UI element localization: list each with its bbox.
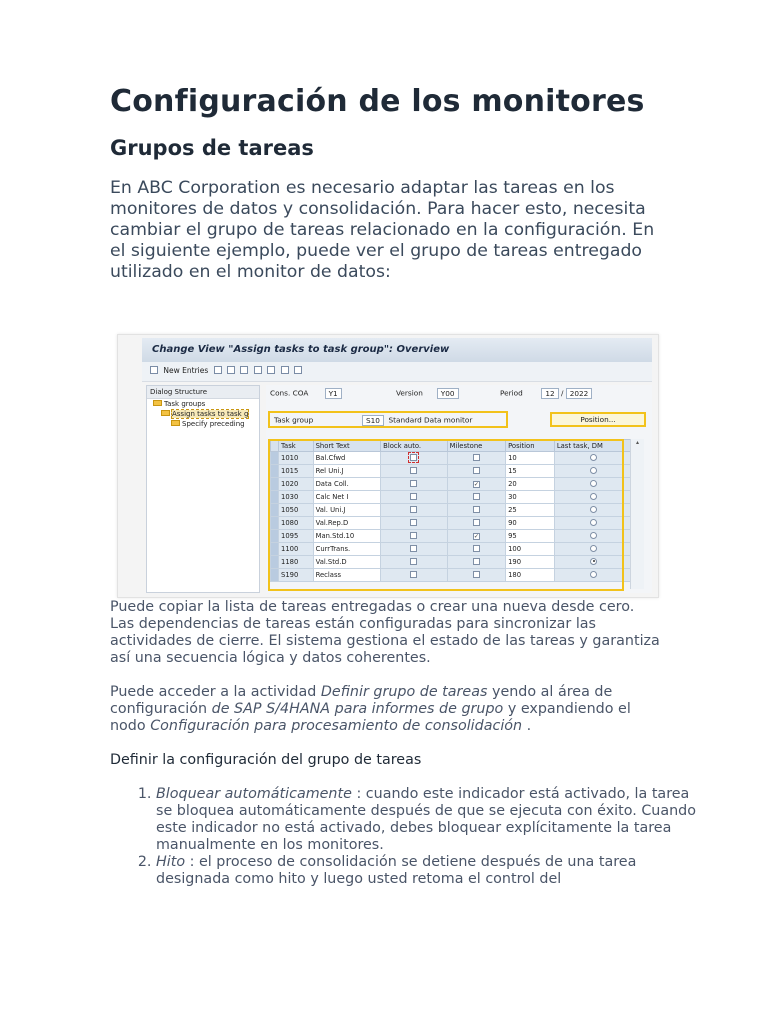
table-row[interactable] (271, 504, 634, 517)
milestone-cell (447, 491, 505, 504)
block-auto-cell (381, 465, 447, 478)
position-cell[interactable]: 30 (506, 491, 555, 504)
pencil-icon[interactable] (150, 366, 158, 374)
task-cell: 1180 (279, 556, 314, 569)
milestone-cell (447, 465, 505, 478)
task-cell: 1095 (279, 530, 314, 543)
sap-toolbar (142, 362, 652, 382)
milestone-checkbox[interactable] (473, 545, 480, 552)
table-row[interactable] (271, 556, 634, 569)
page-title: Configuración de los monitores (110, 84, 645, 119)
table-row[interactable] (271, 569, 634, 582)
table-row[interactable] (271, 543, 634, 556)
last-task-radio[interactable] (590, 558, 597, 565)
position-cell[interactable]: 100 (506, 543, 555, 556)
last-task-cell (554, 478, 633, 491)
block-auto-checkbox[interactable] (410, 545, 417, 552)
last-task-cell (554, 452, 633, 465)
task-cell: 1020 (279, 478, 314, 491)
milestone-cell (447, 556, 505, 569)
milestone-cell (447, 478, 505, 491)
short-text-cell[interactable]: Calc Net I (313, 491, 381, 504)
task-cell: 1010 (279, 452, 314, 465)
row-selector[interactable] (271, 478, 279, 491)
row-selector[interactable] (271, 452, 279, 465)
sap-window-title: Change View "Assign tasks to task group": Overview (142, 338, 652, 362)
tree-item-assign-tasks[interactable]: Assign tasks to task g (147, 409, 259, 419)
last-task-cell (554, 530, 633, 543)
last-task-cell (554, 556, 633, 569)
task-group-field: Task group S10 Standard Data monitor (268, 411, 508, 428)
delete-icon[interactable] (227, 366, 235, 374)
milestone-checkbox[interactable] (473, 558, 480, 565)
last-task-cell (554, 569, 633, 582)
activity-name: Definir grupo de tareas (320, 684, 488, 700)
milestone-cell (447, 504, 505, 517)
milestone-cell (447, 517, 505, 530)
milestone-cell (447, 569, 505, 582)
milestone-cell (447, 452, 505, 465)
paragraph-copy-tasks: Puede copiar la lista de tareas entregadas o crear una nueva desde cero. Las dependencias de tareas están configuradas para sincronizar las actividades de cierre. El sistema gestiona el estado de las tareas y garantiza así una secuencia lógica y datos coherentes. (110, 599, 660, 666)
last-task-cell (554, 517, 633, 530)
block-auto-cell (381, 556, 447, 569)
table-row[interactable] (271, 452, 634, 465)
task-cell: S190 (279, 569, 314, 582)
block-auto-cell (381, 530, 447, 543)
block-auto-cell (381, 452, 447, 465)
block-auto-cell (381, 491, 447, 504)
last-task-radio[interactable] (590, 519, 597, 526)
position-cell[interactable]: 20 (506, 478, 555, 491)
last-task-radio[interactable] (590, 506, 597, 513)
milestone-checkbox[interactable] (473, 454, 480, 461)
block-auto-checkbox[interactable] (410, 571, 417, 578)
last-task-radio[interactable] (590, 493, 597, 500)
table-row[interactable] (271, 517, 634, 530)
table-row[interactable] (271, 478, 634, 491)
last-task-cell (554, 543, 633, 556)
position-cell[interactable]: 190 (506, 556, 555, 569)
milestone-checkbox[interactable] (473, 519, 480, 526)
short-text-cell[interactable]: Val.Rep.D (313, 517, 381, 530)
milestone-cell (447, 543, 505, 556)
tree-item-specify-preceding[interactable]: Specify preceding (147, 419, 259, 429)
task-cell: 1100 (279, 543, 314, 556)
tree-header: Dialog Structure (147, 386, 259, 399)
table-row[interactable] (271, 465, 634, 478)
position-cell[interactable]: 10 (506, 452, 555, 465)
detail-pane (266, 385, 652, 593)
row-selector[interactable] (271, 530, 279, 543)
folder-icon (153, 400, 162, 406)
print-icon[interactable] (294, 366, 302, 374)
last-task-radio[interactable] (590, 480, 597, 487)
period-field: Period 12 / 2022 (500, 388, 592, 399)
task-table (270, 439, 634, 582)
block-auto-checkbox[interactable] (410, 532, 417, 539)
section-title: Grupos de tareas (110, 136, 314, 160)
milestone-checkbox[interactable]: ✓ (473, 533, 479, 540)
block-auto-checkbox[interactable] (410, 454, 417, 461)
milestone-checkbox[interactable] (473, 467, 480, 474)
last-task-radio[interactable] (590, 532, 597, 539)
last-task-cell (554, 504, 633, 517)
block-auto-checkbox[interactable] (410, 467, 417, 474)
row-selector[interactable] (271, 556, 279, 569)
cons-coa-field: Cons. COA Y1 (270, 388, 342, 399)
block-auto-checkbox[interactable] (410, 493, 417, 500)
column-header[interactable]: Last task, DM (554, 440, 633, 452)
row-selector[interactable] (271, 569, 279, 582)
short-text-cell[interactable]: CurrTrans. (313, 543, 381, 556)
milestone-checkbox[interactable] (473, 506, 480, 513)
position-cell[interactable]: 25 (506, 504, 555, 517)
task-cell: 1050 (279, 504, 314, 517)
position-cell[interactable]: 95 (506, 530, 555, 543)
block-auto-checkbox[interactable] (410, 480, 417, 487)
new-entries-button[interactable]: New Entries (163, 366, 209, 375)
table-row[interactable] (271, 491, 634, 504)
short-text-cell[interactable]: Val.Std.D (313, 556, 381, 569)
row-selector[interactable] (271, 504, 279, 517)
config-area: de SAP S/4HANA para informes de grupo (211, 701, 504, 717)
lead-paragraph: En ABC Corporation es necesario adaptar las tareas en los monitores de datos y consolidación. Para hacer esto, necesita cambiar el grupo de tareas relacionado en la configuración. En el siguiente ejemplo, puede ver el grupo de tareas entregado utilizado en el monitor de datos: (110, 178, 655, 282)
deselect-icon[interactable] (267, 366, 275, 374)
short-text-cell[interactable]: Rel Uni.J (313, 465, 381, 478)
short-text-cell[interactable]: Bal.Cfwd (313, 452, 381, 465)
milestone-cell (447, 530, 505, 543)
milestone-checkbox[interactable] (473, 493, 480, 500)
table-row[interactable] (271, 530, 634, 543)
list-item: 1. Bloquear automáticamente : cuando este indicador está activado, la tarea se bloquea automáticamente después de que se ejecuta con éxito. Cuando este indicador no está activado, debes bloquear explícitamente la tarea manualmente en los monitores. (156, 786, 704, 854)
table-scrollbar[interactable]: ▴ (630, 439, 644, 589)
position-cell[interactable]: 180 (506, 569, 555, 582)
version-field: Version Y00 (396, 388, 459, 399)
task-cell: 1080 (279, 517, 314, 530)
last-task-cell (554, 491, 633, 504)
task-cell: 1015 (279, 465, 314, 478)
row-selector[interactable] (271, 517, 279, 530)
short-text-cell[interactable]: Reclass (313, 569, 381, 582)
block-auto-cell (381, 478, 447, 491)
last-task-radio[interactable] (590, 454, 597, 461)
undo-icon[interactable] (240, 366, 248, 374)
milestone-checkbox[interactable]: ✓ (473, 481, 479, 488)
select-all-icon[interactable] (254, 366, 262, 374)
last-task-radio[interactable] (590, 467, 597, 474)
short-text-cell[interactable]: Val. Uni.J (313, 504, 381, 517)
column-header[interactable]: Task (279, 440, 314, 452)
row-selector[interactable] (271, 543, 279, 556)
row-selector[interactable] (271, 465, 279, 478)
last-task-radio[interactable] (590, 571, 597, 578)
column-header[interactable]: Milestone (447, 440, 505, 452)
column-header[interactable]: Position (506, 440, 555, 452)
position-cell[interactable]: 90 (506, 517, 555, 530)
position-button[interactable]: Position... (550, 412, 646, 427)
block-auto-checkbox[interactable] (410, 519, 417, 526)
block-auto-cell (381, 504, 447, 517)
tree-item-task-groups[interactable]: Task groups (147, 399, 259, 409)
paragraph-access-activity: Puede acceder a la actividad Definir grupo de tareas yendo al área de configuración de SAP S/4HANA para informes de grupo y expandiendo el nodo Configuración para procesamiento de consolidación . (110, 684, 631, 734)
dialog-structure-tree (146, 385, 260, 593)
row-selector[interactable] (271, 491, 279, 504)
list-item: 2. Hito : el proceso de consolidación se detiene después de una tarea designada como hito y luego usted retoma el control del (156, 854, 704, 888)
short-text-cell[interactable]: Data Coll. (313, 478, 381, 491)
sap-screenshot (117, 334, 659, 598)
block-auto-cell (381, 569, 447, 582)
milestone-checkbox[interactable] (473, 571, 480, 578)
column-header[interactable]: Block auto. (381, 440, 447, 452)
config-node: Configuración para procesamiento de consolidación (150, 718, 523, 734)
position-cell[interactable]: 15 (506, 465, 555, 478)
last-task-radio[interactable] (590, 545, 597, 552)
folder-icon (171, 420, 180, 426)
transport-icon[interactable] (281, 366, 289, 374)
block-auto-cell (381, 543, 447, 556)
block-auto-checkbox[interactable] (410, 558, 417, 565)
short-text-cell[interactable]: Man.Std.10 (313, 530, 381, 543)
folder-icon (161, 410, 170, 416)
task-cell: 1030 (279, 491, 314, 504)
column-header[interactable]: Short Text (313, 440, 381, 452)
block-auto-cell (381, 517, 447, 530)
settings-list (110, 786, 704, 888)
copy-icon[interactable] (214, 366, 222, 374)
block-auto-checkbox[interactable] (410, 506, 417, 513)
paragraph-define-config: Definir la configuración del grupo de tareas (110, 752, 422, 768)
last-task-cell (554, 465, 633, 478)
